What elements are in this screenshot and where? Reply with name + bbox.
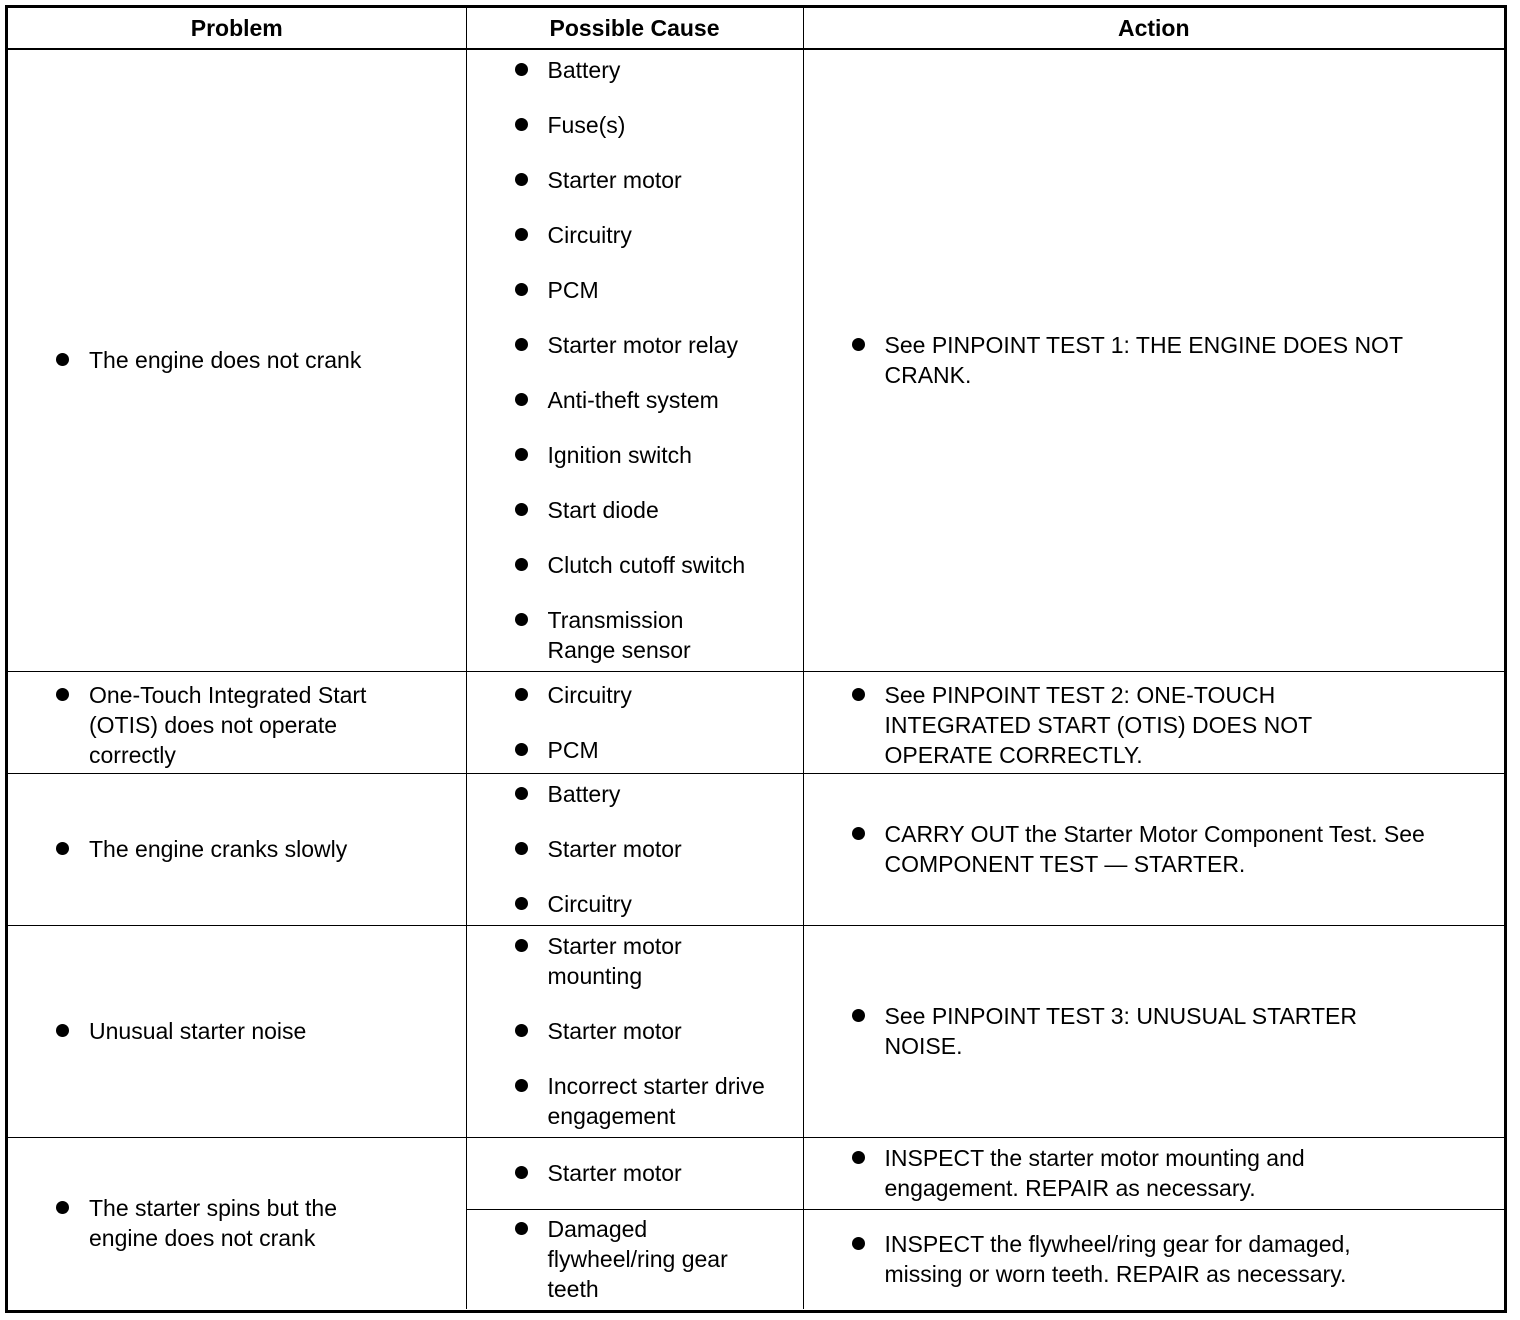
list-item — [515, 275, 785, 305]
list-item — [515, 680, 785, 710]
bullet-icon — [56, 1024, 69, 1037]
action-text: INSPECT the flywheel/ring gear for damaged, missing or worn teeth. REPAIR as necessary. — [884, 1231, 1351, 1288]
table-row — [8, 773, 1504, 925]
list-item — [515, 220, 785, 250]
cause-text: Clutch cutoff switch — [547, 552, 746, 579]
action-cell — [803, 671, 1504, 773]
list-item — [515, 330, 785, 360]
bullet-icon — [515, 1222, 528, 1235]
cause-text: Starter motor — [547, 1018, 682, 1044]
cause-text: Battery — [547, 781, 621, 807]
cause-text: Circuitry — [547, 891, 632, 917]
bullet-icon — [515, 787, 528, 800]
bullet-icon — [515, 283, 528, 296]
bullet-icon — [852, 688, 865, 701]
bullet-icon — [515, 743, 528, 756]
bullet-icon — [515, 173, 528, 186]
cause-list — [515, 680, 785, 765]
action-text: See PINPOINT TEST 3: UNUSUAL STARTER NOISE. — [884, 1003, 1357, 1059]
header-action: Action — [803, 8, 1504, 49]
cause-list — [515, 931, 785, 1131]
bullet-icon — [515, 1079, 528, 1092]
bullet-icon — [56, 688, 69, 701]
cause-list — [515, 55, 785, 665]
problem-text: One-Touch Integrated Start (OTIS) does not operate correctly — [89, 681, 367, 768]
cause-cell — [466, 925, 803, 1137]
cause-text: Fuse(s) — [547, 112, 626, 139]
bullet-icon — [515, 118, 528, 131]
action-cell — [803, 1137, 1504, 1209]
bullet-icon — [515, 688, 528, 701]
list-item — [515, 385, 785, 415]
action-text: See PINPOINT TEST 1: THE ENGINE DOES NOT CRANK. — [884, 332, 1403, 389]
bullet-icon — [852, 1151, 865, 1164]
bullet-icon — [515, 63, 528, 76]
list-item — [515, 55, 785, 85]
action-cell — [803, 773, 1504, 925]
bullet-icon — [56, 842, 69, 855]
table-row — [8, 671, 1504, 773]
action-text: INSPECT the starter motor mounting and engagement. REPAIR as necessary. — [884, 1145, 1305, 1201]
bullet-icon — [515, 558, 528, 571]
problem-cell — [8, 773, 466, 925]
symptom-chart-table — [8, 8, 1504, 1309]
cause-cell — [466, 49, 803, 671]
cause-text: Ignition switch — [547, 442, 692, 469]
cause-text: Starter motor mounting — [547, 933, 682, 989]
bullet-icon — [515, 228, 528, 241]
cause-cell — [466, 773, 803, 925]
problem-cell — [8, 1137, 466, 1309]
list-item — [515, 735, 785, 765]
bullet-icon — [515, 393, 528, 406]
cause-text: Transmission Range sensor — [547, 607, 691, 664]
action-text: See PINPOINT TEST 2: ONE-TOUCH INTEGRATED START (OTIS) DOES NOT OPERATE CORRECTLY. — [884, 681, 1312, 768]
bullet-icon — [56, 1201, 69, 1214]
cause-text: Incorrect starter drive engagement — [547, 1073, 765, 1129]
header-row — [8, 8, 1504, 49]
cause-text: Starter motor relay — [547, 332, 738, 359]
table-row — [8, 49, 1504, 671]
action-cell — [803, 49, 1504, 671]
list-item — [515, 931, 718, 991]
cause-text: Starter motor — [547, 836, 682, 862]
cause-text: Circuitry — [547, 681, 632, 708]
cause-text: PCM — [547, 736, 599, 763]
problem-cell — [8, 925, 466, 1137]
action-cell — [803, 1209, 1504, 1309]
list-item — [515, 495, 785, 525]
bullet-icon — [515, 503, 528, 516]
list-item — [515, 550, 785, 580]
list-item — [515, 834, 785, 864]
bullet-icon — [515, 448, 528, 461]
cause-text: Damaged flywheel/ring gear teeth — [547, 1216, 728, 1303]
cause-cell — [466, 1137, 803, 1209]
list-item — [515, 779, 785, 809]
cause-text: Circuitry — [547, 222, 632, 249]
list-item — [515, 1071, 768, 1131]
bullet-icon — [852, 1009, 865, 1022]
table-row — [8, 1137, 1504, 1209]
list-item — [515, 605, 718, 665]
list-item — [515, 440, 785, 470]
list-item — [515, 110, 785, 140]
cause-text: Start diode — [547, 497, 659, 524]
bullet-icon — [56, 353, 69, 366]
bullet-icon — [852, 338, 865, 351]
list-item — [515, 1016, 785, 1046]
list-item — [515, 889, 785, 919]
cause-text: Battery — [547, 57, 621, 84]
list-item — [515, 165, 785, 195]
cause-text: Anti-theft system — [547, 387, 719, 414]
problem-text: The engine does not crank — [89, 347, 362, 374]
bullet-icon — [515, 939, 528, 952]
action-cell — [803, 925, 1504, 1137]
action-text: CARRY OUT the Starter Motor Component Test. See COMPONENT TEST — STARTER. — [884, 821, 1425, 877]
problem-cell — [8, 49, 466, 671]
bullet-icon — [852, 827, 865, 840]
problem-cell — [8, 671, 466, 773]
bullet-icon — [515, 1024, 528, 1037]
bullet-icon — [515, 842, 528, 855]
cause-cell — [466, 1209, 803, 1309]
cause-text: PCM — [547, 277, 599, 304]
problem-text: The starter spins but the engine does not crank — [89, 1195, 338, 1252]
bullet-icon — [852, 1237, 865, 1250]
header-problem: Problem — [8, 8, 466, 49]
header-possible-cause: Possible Cause — [466, 8, 803, 49]
bullet-icon — [515, 338, 528, 351]
bullet-icon — [515, 897, 528, 910]
cause-list — [515, 779, 785, 919]
cause-text: Starter motor — [547, 1160, 682, 1186]
bullet-icon — [515, 1166, 528, 1179]
cause-text: Starter motor — [547, 167, 682, 194]
problem-text: Unusual starter noise — [89, 1018, 307, 1044]
cause-cell — [466, 671, 803, 773]
table-row — [8, 925, 1504, 1137]
problem-text: The engine cranks slowly — [89, 836, 348, 862]
bullet-icon — [515, 613, 528, 626]
diagnostic-table-frame — [5, 5, 1507, 1313]
